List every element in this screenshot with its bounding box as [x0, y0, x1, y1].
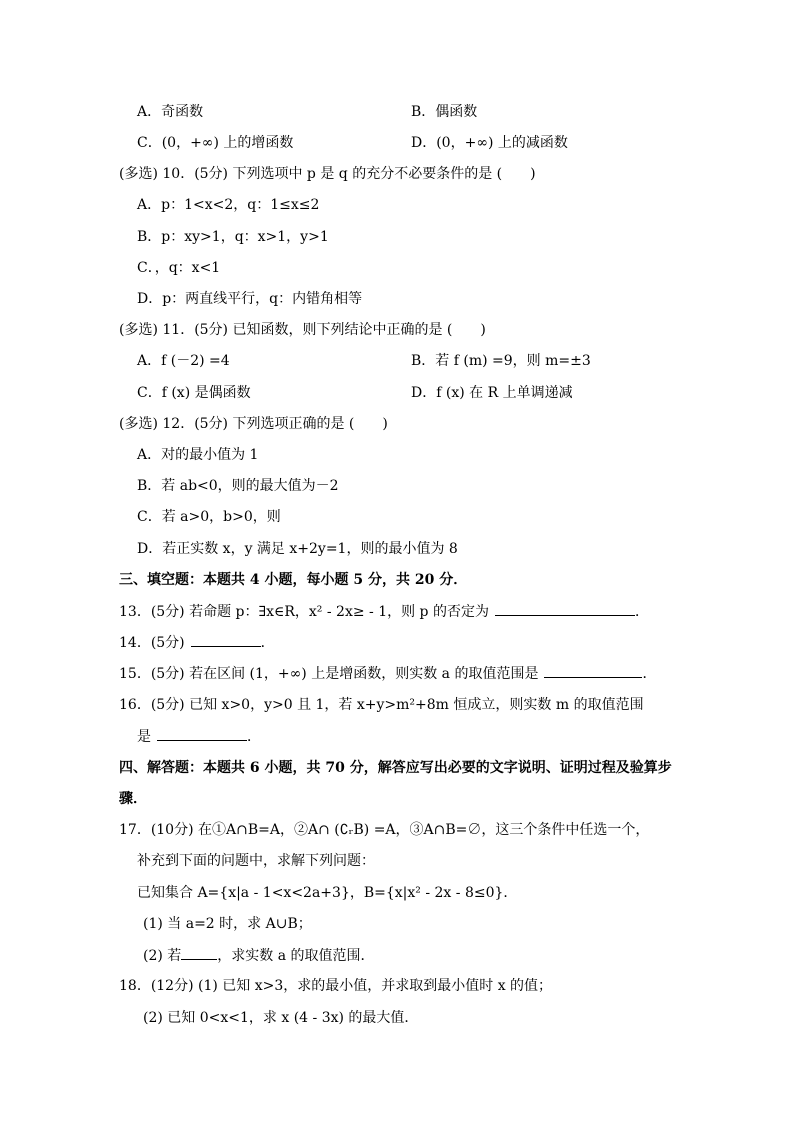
q11-option-a: A．f (－2) =4: [137, 353, 230, 369]
q12-option-b: B．若 ab<0，则的最大值为－2: [137, 478, 339, 494]
q10-option-d: D．p：两直线平行，q：内错角相等: [137, 291, 363, 307]
q12-option-c: C．若 a>0，b>0，则: [137, 509, 281, 525]
q12-stem: (多选) 12．(5分) 下列选项正确的是 ( ): [119, 416, 388, 432]
q17-line-1: 17．(10分) 在①A∩B=A，②A∩ (∁ᵣB) =A，③A∩B=∅，这三个条件中任选一个，: [119, 822, 650, 838]
q14-answer-blank: [191, 632, 261, 647]
q15-text: 15．(5分) 若在区间 (1，+∞) 上是增函数，则实数 a 的取值范围是: [119, 666, 539, 682]
section-4-heading-line-1: 四、解答题：本题共 6 小题，共 70 分，解答应写出必要的文字说明、证明过程及验算步: [119, 760, 672, 776]
q10-option-b: B．p：xy>1，q：x>1，y>1: [137, 229, 329, 245]
q16-answer-blank: [157, 726, 247, 741]
q9-option-b: B．偶函数: [411, 104, 478, 120]
q10-option-c: C．，q：x<1: [137, 260, 221, 276]
section-4-heading-line-2: 骤．: [119, 791, 147, 807]
q14-line: [119, 632, 275, 653]
q11-option-b: B．若 f (m) =9，则 m=±3: [411, 353, 591, 369]
q15-answer-blank: [544, 663, 642, 678]
q13-line: [119, 601, 649, 622]
q17-line-2: 补充到下面的问题中，求解下列问题：: [137, 853, 375, 869]
q16-text: 是: [137, 729, 151, 745]
q15-line: [119, 663, 656, 684]
q18-line-1: 18．(12分) (1) 已知 x>3，求的最小值，并求取到最小值时 x 的值；: [119, 978, 553, 994]
q18-line-2: (2) 已知 0<x<1，求 x (4 - 3x) 的最大值．: [143, 1010, 419, 1026]
q17-condition-blank: [181, 945, 217, 960]
q9-option-d: D．(0，+∞) 上的减函数: [411, 135, 568, 151]
q11-stem: (多选) 11．(5分) 已知函数，则下列结论中正确的是 ( ): [119, 322, 486, 338]
q12-option-d: D．若正实数 x，y 满足 x+2y=1，则的最小值为 8: [137, 541, 458, 557]
q9-option-c: C．(0，+∞) 上的增函数: [137, 135, 294, 151]
q13-answer-blank: [495, 601, 635, 616]
q10-option-a: A．p：1<x<2，q：1≤x≤2: [137, 197, 320, 213]
q15-end: ．: [642, 666, 657, 682]
section-3-heading: 三、填空题：本题共 4 小题，每小题 5 分，共 20 分．: [119, 572, 468, 588]
q16-line-1: 16．(5分) 已知 x>0，y>0 且 1，若 x+y>m²+8m 恒成立，则实数 m 的取值范围: [119, 697, 644, 713]
q9-option-a: A．奇函数: [137, 104, 204, 120]
q14-text: 14．(5分): [119, 635, 185, 651]
q11-option-d: D．f (x) 在 R 上单调递减: [411, 385, 573, 401]
q13-end: ．: [634, 604, 649, 620]
q17-part-2-suffix: ，求实数 a 的取值范围．: [217, 948, 375, 964]
q17-part-2: [143, 945, 375, 966]
q12-option-a: A．对的最小值为 1: [137, 447, 259, 463]
q13-text: 13．(5分) 若命题 p：∃x∈R，x² - 2x≥ - 1，则 p 的否定为: [119, 604, 489, 620]
q11-option-c: C．f (x) 是偶函数: [137, 385, 251, 401]
q16-line-2: [137, 726, 261, 747]
q16-end: ．: [247, 729, 261, 745]
q17-part-2-prefix: (2) 若: [143, 948, 182, 964]
q17-line-3: 已知集合 A={x|a - 1<x<2a+3}，B={x|x² - 2x - 8≤0}．: [137, 885, 518, 901]
q17-part-1: (1) 当 a=2 时，求 A∪B；: [143, 916, 312, 932]
q10-stem: (多选) 10．(5分) 下列选项中 p 是 q 的充分不必要条件的是 ( ): [119, 166, 536, 182]
q14-end: ．: [260, 635, 275, 651]
